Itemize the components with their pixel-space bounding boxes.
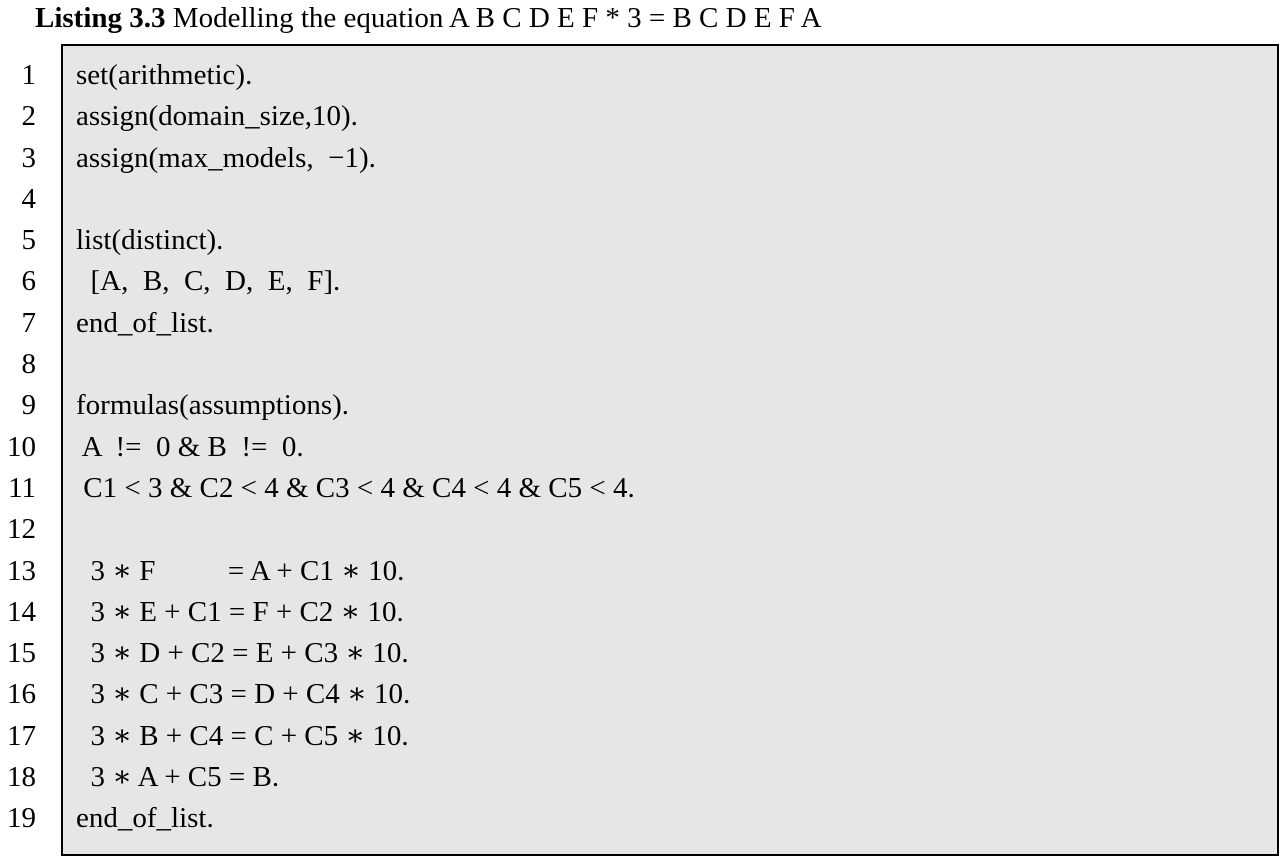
- code-line: end_of_list.: [76, 306, 214, 339]
- listing-caption: [35, 0, 822, 36]
- line-number: 9: [21, 389, 36, 422]
- code-line: list(distinct).: [76, 224, 224, 257]
- line-number: 18: [7, 761, 36, 794]
- line-number: 17: [7, 719, 36, 752]
- code-line: [76, 179, 1266, 220]
- line-number: 3: [21, 141, 36, 174]
- code-line: 3 ∗ E + C1 = F + C2 ∗ 10.: [76, 595, 404, 628]
- code-line: [A, B, C, D, E, F].: [76, 265, 341, 298]
- code-line: C1 < 3 & C2 < 4 & C3 < 4 & C4 < 4 & C5 < 4.: [76, 471, 635, 504]
- code-line: 3 ∗ F = A + C1 ∗ 10.: [76, 554, 405, 587]
- line-number: 15: [7, 637, 36, 670]
- code-line: assign(domain_size,10).: [76, 100, 358, 133]
- line-number: 2: [21, 100, 36, 133]
- line-number: 4: [21, 182, 36, 215]
- line-number: 5: [21, 224, 36, 257]
- listing-title: Modelling the equation A B C D E F * 3 = B C D E F A: [165, 2, 822, 34]
- code-line: [76, 509, 1266, 550]
- code-line: formulas(assumptions).: [76, 389, 350, 422]
- code-line: end_of_list.: [76, 802, 214, 835]
- code-line: [76, 344, 1266, 385]
- code-line: set(arithmetic).: [76, 59, 253, 91]
- code-line: 3 ∗ C + C3 = D + C4 ∗ 10.: [76, 678, 411, 711]
- listing-label: Listing 3.3: [35, 2, 166, 34]
- code-block: [76, 55, 1266, 840]
- line-number: 16: [7, 678, 36, 711]
- code-line: 3 ∗ A + C5 = B.: [76, 761, 280, 794]
- code-line: A != 0 & B != 0.: [76, 430, 304, 463]
- line-number: 12: [7, 513, 36, 546]
- line-number: 8: [21, 348, 36, 381]
- line-number: 13: [7, 554, 36, 587]
- code-line: assign(max_models, −1).: [76, 141, 376, 174]
- code-line: 3 ∗ D + C2 = E + C3 ∗ 10.: [76, 637, 409, 670]
- line-number: 7: [21, 306, 36, 339]
- line-number: 19: [7, 802, 36, 835]
- line-number: 10: [7, 430, 36, 463]
- code-line: 3 ∗ B + C4 = C + C5 ∗ 10.: [76, 719, 409, 752]
- line-number: 11: [8, 471, 36, 504]
- line-number: 6: [21, 265, 36, 298]
- line-number-gutter: [0, 55, 36, 840]
- line-number: 1: [21, 59, 36, 91]
- line-number: 14: [7, 595, 36, 628]
